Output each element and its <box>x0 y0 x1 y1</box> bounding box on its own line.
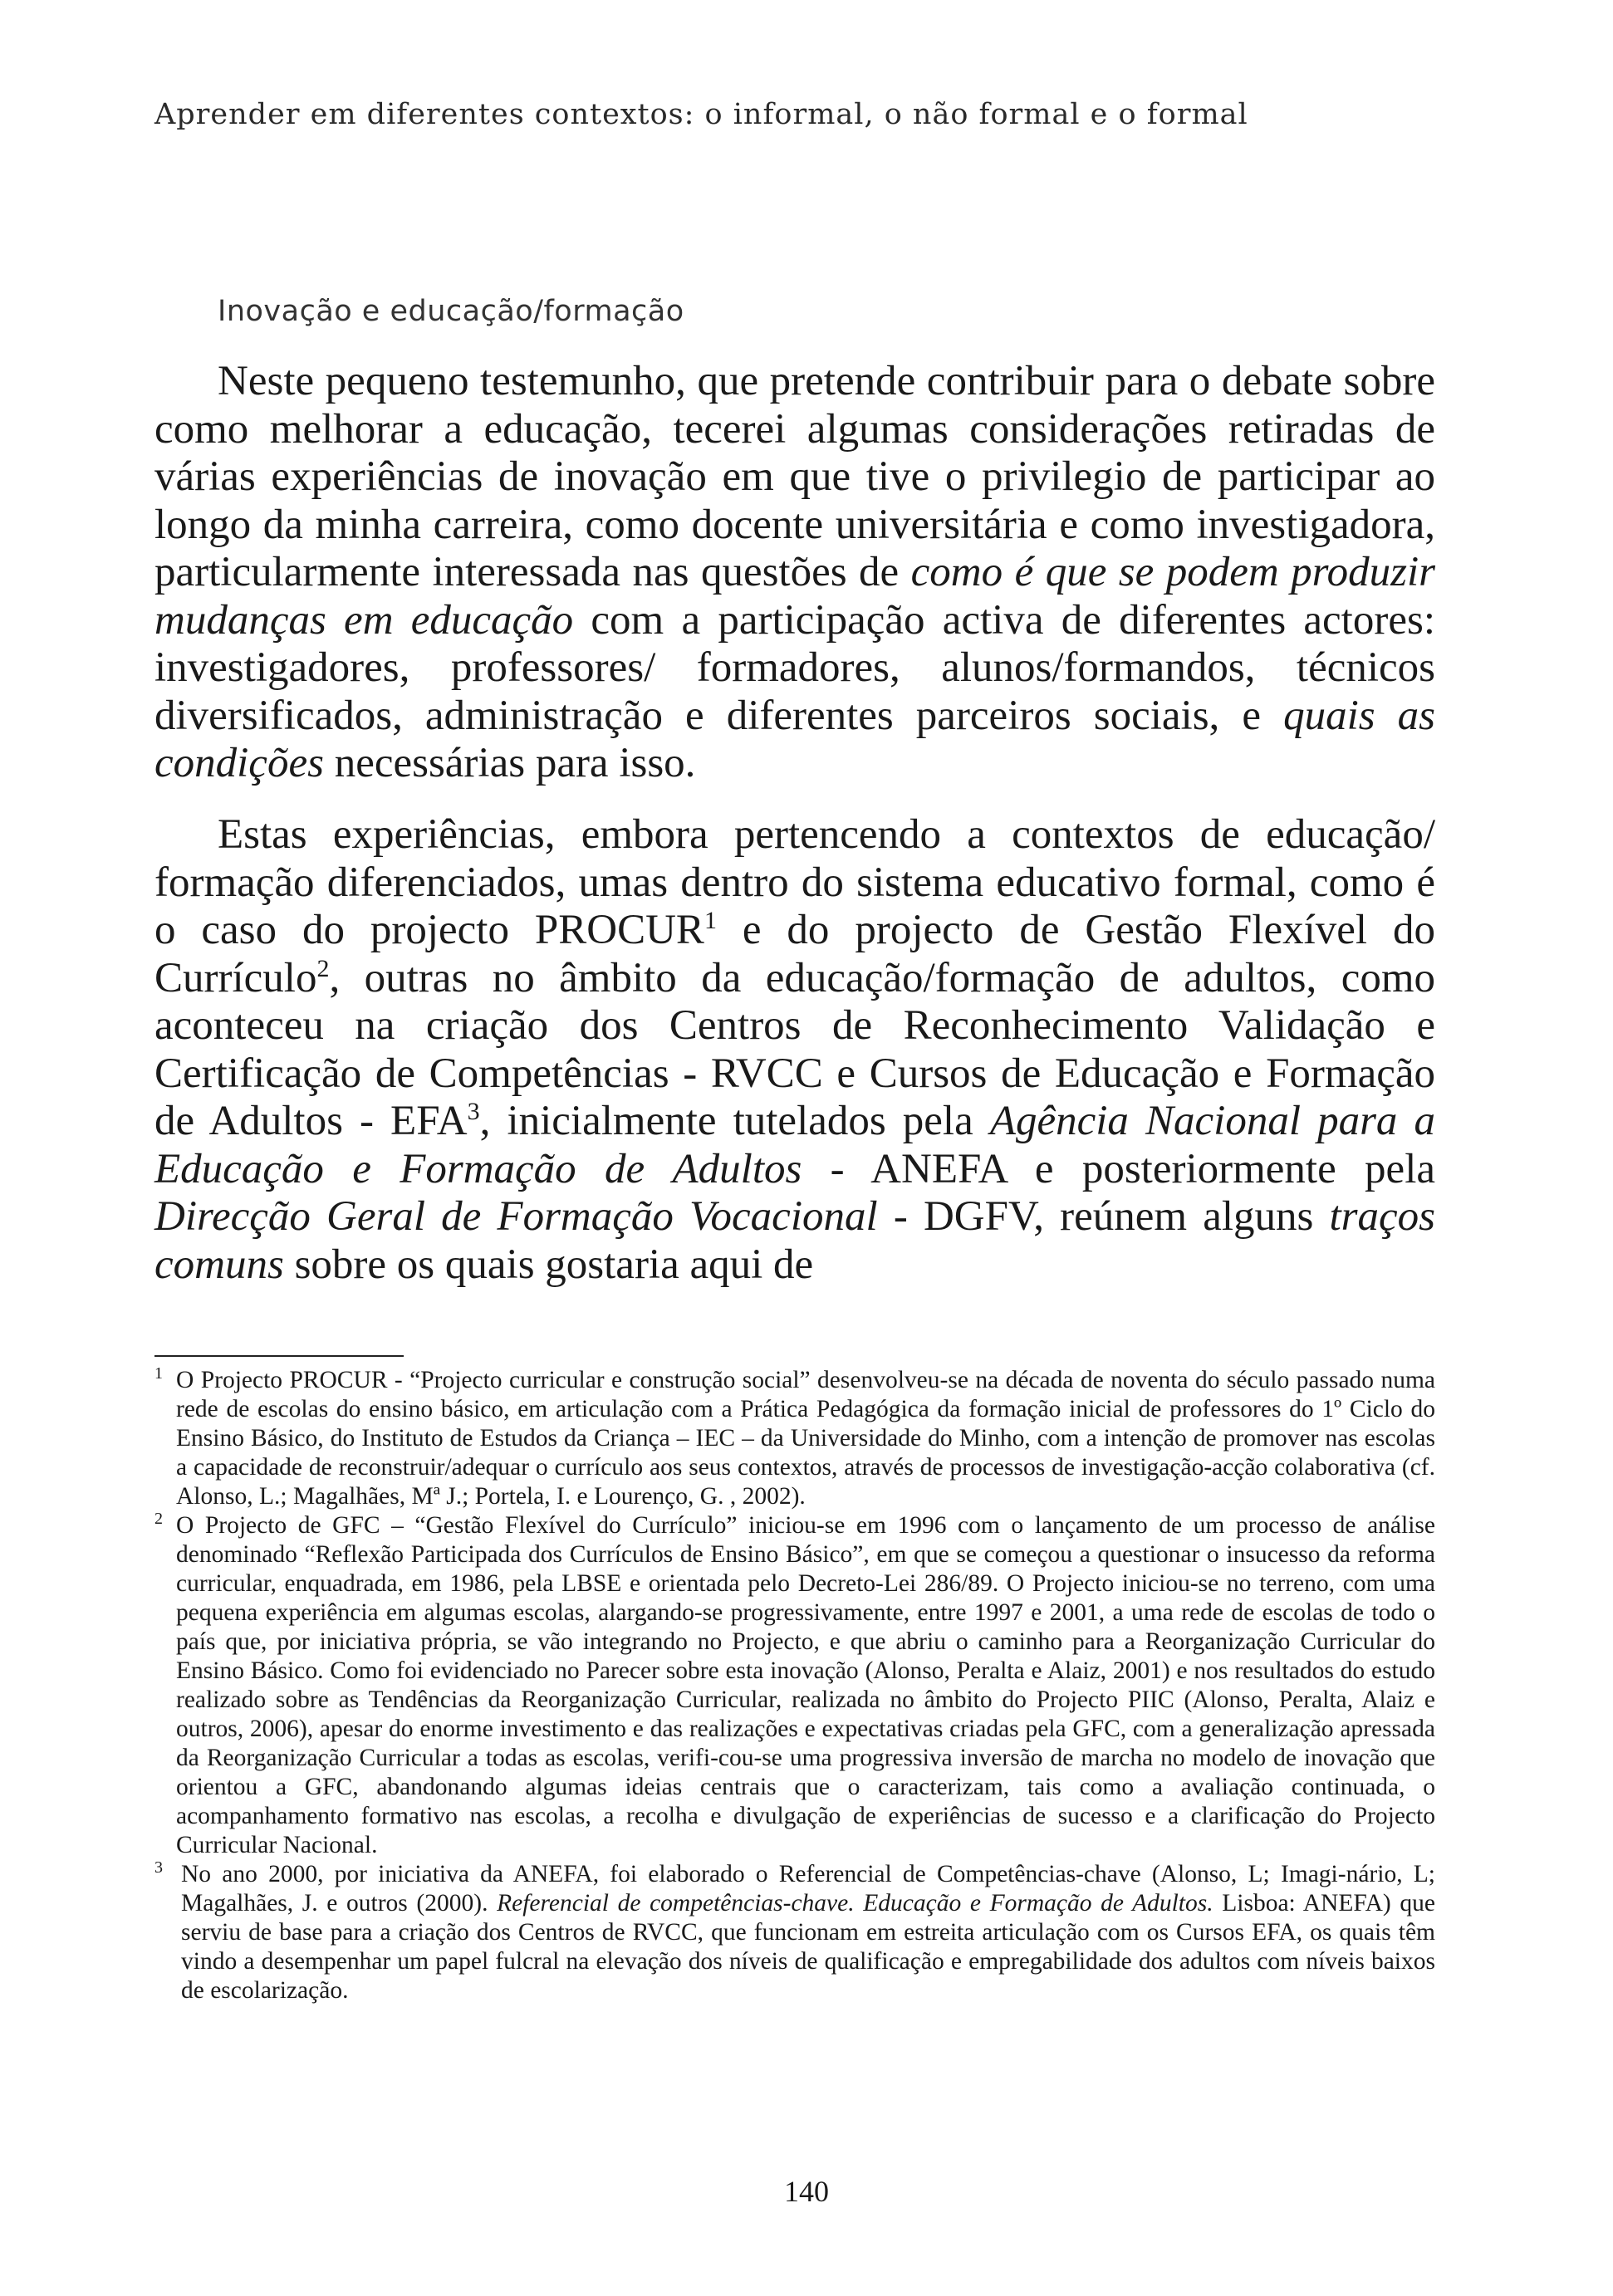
para2-italic-2: Direcção Geral de Formação Vocacional <box>154 1193 878 1240</box>
page-number: 140 <box>784 2175 829 2208</box>
para2-text-5: - ANEFA e posteriormente pela <box>802 1145 1435 1192</box>
para2-text-2: e do projecto de Gestão Flexível do Currículo <box>154 907 1435 1001</box>
footnote-ref-2: 2 <box>316 954 330 982</box>
para2-text-4: , inicialmente tutelados pela <box>479 1098 990 1144</box>
para1-text-2: com a participação activa de diferentes actores: investigadores, professores/ formadores, alunos/formandos, técnicos diversificados, administração e diferentes parceiros sociais, e <box>154 596 1435 739</box>
para1-italic-1: como é que se podem produzir mudanças em educação <box>154 549 1436 644</box>
footnote-1-text: O Projecto PROCUR - “Projecto curricular e construção social” desenvolveu-se na década de noventa do século passado numa rede de escolas do ensino básico, em articulação com a Prática Pedagógica da formação inicial de professores do 1º Ciclo do Ensino Básico, do Instituto de Estudos da Criança – IEC – da Universidade do Minho, com a intenção de promover nas escolas a capacidade de reconstruir/adequar o currículo aos seus contextos, através de processos de investigação-acção colaborativa (cf. Alonso, L.; Magalhães, Mª J.; Portela, I. e Lourenço, G. , 2002). <box>176 1367 1435 1510</box>
footnote-ref-1: 1 <box>704 907 717 934</box>
footnote-2 <box>154 1511 1435 1860</box>
footnote-3-text-2: Lisboa: ANEFA) que serviu de base para a criação dos Centros de RVCC, que funcionam em estreita articulação com os Cursos EFA, os quais têm vindo a desempenhar um papel fulcral na elevação dos níveis de qualificação e empregabilidade dos adultos com níveis baixos de escolarização. <box>181 1890 1435 2004</box>
para1-italic-2: quais as condições <box>154 692 1435 786</box>
footnote-3-mark: 3 <box>154 1858 163 1877</box>
footnote-ref-3: 3 <box>467 1098 480 1125</box>
para1-text-1: Neste pequeno testemunho, que pretende contribuir para o debate sobre como melhorar a educação, tecerei algumas considerações retiradas de várias experiências de inovação em que tive o privilegio de participar ao longo da minha carreira, como docente universitária e como investigadora, particularmente interessada nas questões de <box>154 358 1435 595</box>
footnotes <box>154 1366 1435 2005</box>
footnote-3 <box>154 1860 1435 2005</box>
para2-text-3: , outras no âmbito da educação/formação de adultos, como aconteceu na criação dos Centros de Reconhecimento Validação e Certificação de Competências - RVCC e Cursos de Educação e Formação de Adultos - EFA <box>154 954 1435 1144</box>
footnote-2-text: O Projecto de GFC – “Gestão Flexível do Currículo” iniciou-se em 1996 com o lançamento de um processo de análise denominado “Reflexão Participada dos Currículos de Ensino Básico”, em que se começou a questionar o insucesso da reforma curricular, enquadrada, em 1986, pela LBSE e orientada pelo Decreto-Lei 286/89. O Projecto iniciou-se no terreno, com uma pequena experiência em algumas escolas, alargando-se progressivamente, entre 1997 e 2001, a uma rede de escolas de todo o país que, por iniciativa própria, se vão integrando no Projecto, e que abriu o caminho para a Reorganização Curricular do Ensino Básico. Como foi evidenciado no Parecer sobre esta inovação (Alonso, Peralta e Alaiz, 2001) e nos resultados do estudo realizado sobre as Tendências da Reorganização Curricular, realizada no âmbito do Projecto PIIC (Alonso, Peralta, Alaiz e outros, 2006), apesar do enorme investimento e das realizações e expectativas criadas pela GFC, com a generalização apressada da Reorganização Curricular a todas as escolas, verifi-cou-se uma progressiva inversão de marcha no modelo de inovação que orientou a GFC, abandonando algumas ideias centrais que o caracterizam, tais como a avaliação continuada, o acompanhamento formativo nas escolas, a recolha e divulgação de experiências de sucesso e a clarificação do Projecto Curricular Nacional. <box>176 1512 1435 1858</box>
para1-text-3: necessárias para isso. <box>323 740 696 786</box>
para2-text-6: - DGFV, reúnem alguns <box>877 1193 1330 1240</box>
footnote-separator <box>154 1355 404 1357</box>
footnote-3-text-1: No ano 2000, por iniciativa da ANEFA, foi elaborado o Referencial de Competências-chave (Alonso, L; Imagi-nário, L; Magalhães, J. e outros (2000). <box>181 1861 1435 1917</box>
footnote-2-mark: 2 <box>154 1510 163 1528</box>
section-heading: Inovação e educação/formação <box>218 295 684 328</box>
para2-text-7: sobre os quais gostaria aqui de <box>283 1241 814 1288</box>
body-paragraph-2 <box>154 811 1435 1289</box>
footnote-1 <box>154 1366 1435 1511</box>
running-header: Aprender em diferentes contextos: o informal, o não formal e o formal <box>154 98 1248 131</box>
para2-italic-1: Agência Nacional para a Educação e Formação de Adultos <box>154 1098 1435 1192</box>
para2-text-1: Estas experiências, embora pertencendo a contextos de educação/ formação diferenciados, umas dentro do sistema educativo formal, como é o caso do projecto PROCUR <box>154 811 1435 953</box>
footnote-1-mark: 1 <box>154 1364 163 1383</box>
footnote-3-italic: Referencial de competências-chave. Educação e Formação de Adultos. <box>497 1890 1213 1917</box>
body-paragraph-1 <box>154 358 1435 788</box>
para2-italic-3: traços comuns <box>154 1193 1436 1288</box>
